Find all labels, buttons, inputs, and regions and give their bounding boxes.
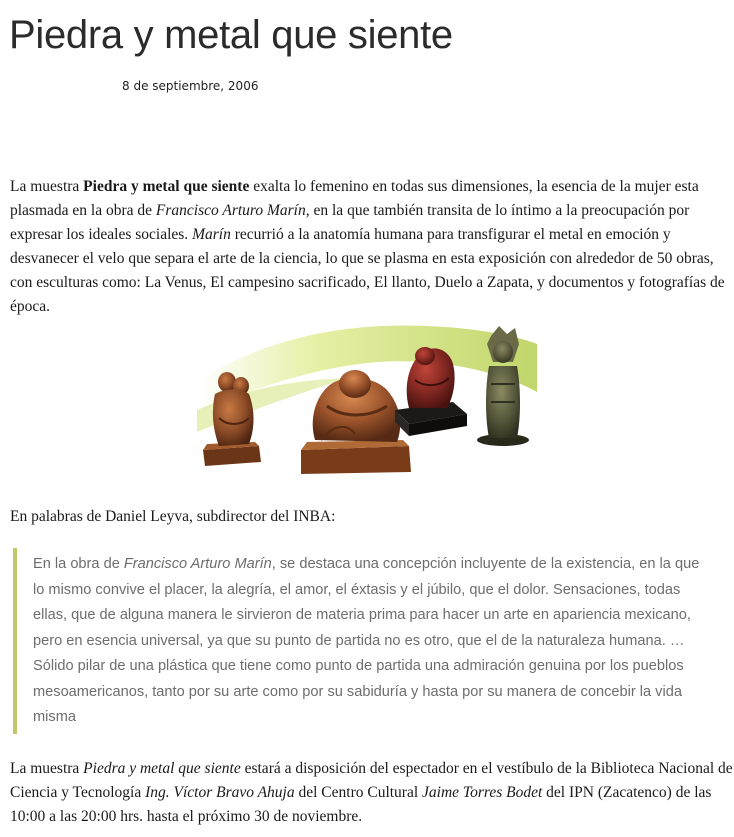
intro-paragraph: La muestra Piedra y metal que siente exalta lo femenino en todas sus dimensiones, la esencia de la mujer esta plasmada en la obra de Francisco Arturo Marín, en la que también transita de lo íntimo a la preocupación por expresar los ideales sociales. Marín recurrió a la anatomía humana para transfigurar el metal en emoción y desvanecer el velo que separa el arte de la ciencia, lo que se plasma en esta exposición con alrededor de 50 obras, con esculturas como: La Venus, El campesino sacrificado, El llanto, Duelo a Zapata, y documentos y fotografías de época.	[10, 178, 725, 315]
quote-intro: En palabras de Daniel Leyva, subdirector del INBA:	[10, 508, 336, 525]
sculpture-photo	[197, 322, 537, 480]
exhibit-title-bold: Piedra y metal que siente	[83, 178, 250, 195]
closing-exhibit-title-italic: Piedra y metal que siente	[83, 760, 241, 777]
post-date: 8 de septiembre, 2006	[122, 79, 259, 93]
page-title: Piedra y metal que siente	[9, 13, 453, 57]
artist-surname-italic: Marín	[192, 226, 231, 243]
quote-artist-name-italic: Francisco Arturo Marín	[123, 556, 272, 572]
blockquote-text: En la obra de Francisco Arturo Marín, se destaca una concepción incluyente de la existencia, en la que lo mismo convive el placer, la alegría, el amor, el éxtasis y el júbilo, que el dolor. Sensaciones, todas ellas, que de alguna manera le sirvieron de materia prima para hacer un arte en apariencia mexicano, pero en esencia universal, ya que su punto de partida no es otro, que el de la naturaleza humana. … Sólido pilar de una plástica que tiene como punto de partida una admiración genuina por los pueblos mesoamericanos, tanto por su arte como por su sabiduría y hasta por su manera de concebir la vida misma	[33, 556, 700, 725]
closing-cultural-center-italic: Jaime Torres Bodet	[422, 784, 543, 801]
closing-engineer-name-italic: Ing. Víctor Bravo Ahuja	[145, 784, 295, 801]
blockquote	[13, 548, 713, 734]
closing-paragraph: La muestra Piedra y metal que siente estará a disposición del espectador en el vestíbulo de la Biblioteca Nacional de Ciencia y Tecnología Ing. Víctor Bravo Ahuja del Centro Cultural Jaime Torres Bodet del IPN (Zacatenco) de las 10:00 a las 20:00 hrs. hasta el próximo 30 de noviembre.	[10, 760, 733, 825]
artist-name-italic: Francisco Arturo Marín	[155, 202, 306, 219]
